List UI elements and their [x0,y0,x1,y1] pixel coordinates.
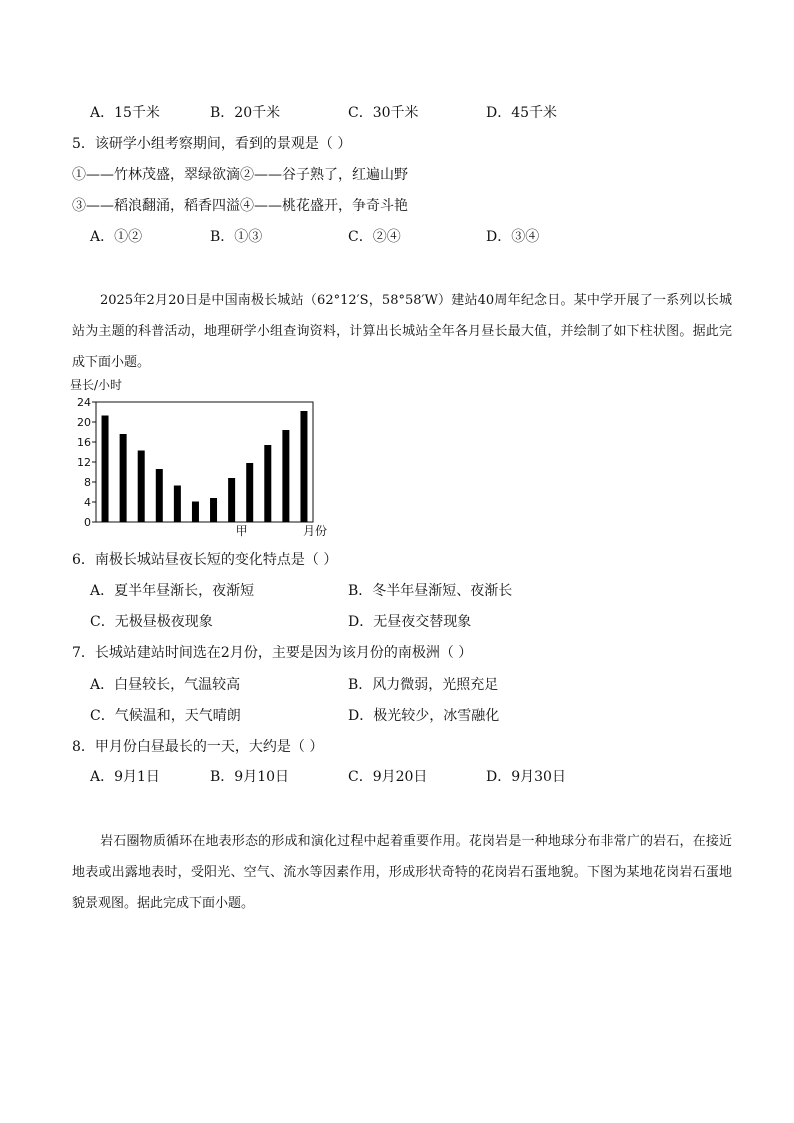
chart-bar [174,486,181,523]
q4-option-d[interactable]: D．45千米 [486,105,558,121]
chart-bar [156,469,163,522]
chart-bar [102,416,109,523]
y-tick-label: 0 [84,516,91,529]
chart-bar [192,502,199,523]
q7-option-a[interactable]: A．白昼较长，气温较高 [90,677,241,693]
q6-option-b[interactable]: B．冬半年昼渐短、夜渐长 [348,583,513,599]
q4-option-b[interactable]: B．20千米 [210,105,281,121]
y-tick-label: 12 [77,456,91,469]
chart-marker-jia: 甲 [235,524,248,538]
q5-option-c[interactable]: C．②④ [348,229,401,245]
chart-x-label: 月份 [303,524,328,538]
q7-option-b[interactable]: B．风力微弱，光照充足 [348,677,499,693]
q7-option-d[interactable]: D．极光较少，冰雪融化 [348,708,500,724]
q6-stem: 6．南极长城站昼夜长短的变化特点是（ ） [72,552,338,568]
q4-option-a[interactable]: A．15千米 [90,105,160,121]
q8-option-a[interactable]: A．9月1日 [90,769,160,785]
q5-line-2: ③——稻浪翻涌，稻香四溢④——桃花盛开，争奇斗艳 [72,198,408,214]
chart-y-label: 昼长/小时 [70,378,123,392]
chart-bar [264,445,271,522]
q5-option-d[interactable]: D．③④ [486,229,540,245]
q8-option-b[interactable]: B．9月10日 [210,769,290,785]
q5-option-a[interactable]: A．①② [90,229,143,245]
chart-bar [282,430,289,522]
q6-option-d[interactable]: D．无昼夜交替现象 [348,614,472,630]
chart-bar [300,411,307,522]
q4-option-c[interactable]: C．30千米 [348,105,419,121]
q6-option-c[interactable]: C．无极昼极夜现象 [90,614,213,630]
y-tick-label: 20 [77,416,91,429]
y-tick-label: 24 [77,396,91,409]
q8-option-d[interactable]: D．9月30日 [486,769,566,785]
q5-stem: 5．该研学小组考察期间，看到的景观是（ ） [72,136,352,152]
chart-bar [228,478,235,522]
chart-plot-frame [96,402,313,522]
q6-option-a[interactable]: A．夏半年昼渐长，夜渐短 [90,583,255,599]
q8-stem: 8．甲月份白昼最长的一天，大约是（ ） [72,739,324,755]
q7-option-c[interactable]: C．气候温和，天气晴朗 [90,708,241,724]
passage-1-text: 2025年2月20日是中国南极长城站（62°12′S，58°58′W）建站40周年纪念日。某中学开展了一系列以长城站为主题的科普活动，地理研学小组查询资料，计算出长城站全年各月昼长最大值，并绘制了如下柱状图。据此完成下面小题。 [72,293,732,370]
y-tick-label: 4 [84,496,91,509]
chart-bar [138,451,145,523]
chart-bar [120,434,127,522]
chart-bar [210,498,217,522]
chart-bar [246,463,253,522]
daylength-bar-chart [68,378,348,538]
y-tick-label: 16 [77,436,91,449]
passage-2-text: 岩石圈物质循环在地表形态的形成和演化过程中起着重要作用。花岗岩是一种地球分布非常广的岩石，在接近地表或出露地表时，受阳光、空气、流水等因素作用，形成形状奇特的花岗岩石蛋地貌。下图为某地花岗岩石蛋地貌景观图。据此完成下面小题。 [72,834,732,911]
q5-line-1: ①——竹林茂盛，翠绿欲滴②——谷子熟了，红遍山野 [72,167,408,183]
q5-option-b[interactable]: B．①③ [210,229,263,245]
passage-great-wall-station [72,285,732,378]
q8-option-c[interactable]: C．9月20日 [348,769,428,785]
y-tick-label: 8 [84,476,91,489]
passage-granite-landform [72,826,732,919]
q7-stem: 7．长城站建站时间选在2月份，主要是因为该月份的南极洲（ ） [72,645,473,661]
